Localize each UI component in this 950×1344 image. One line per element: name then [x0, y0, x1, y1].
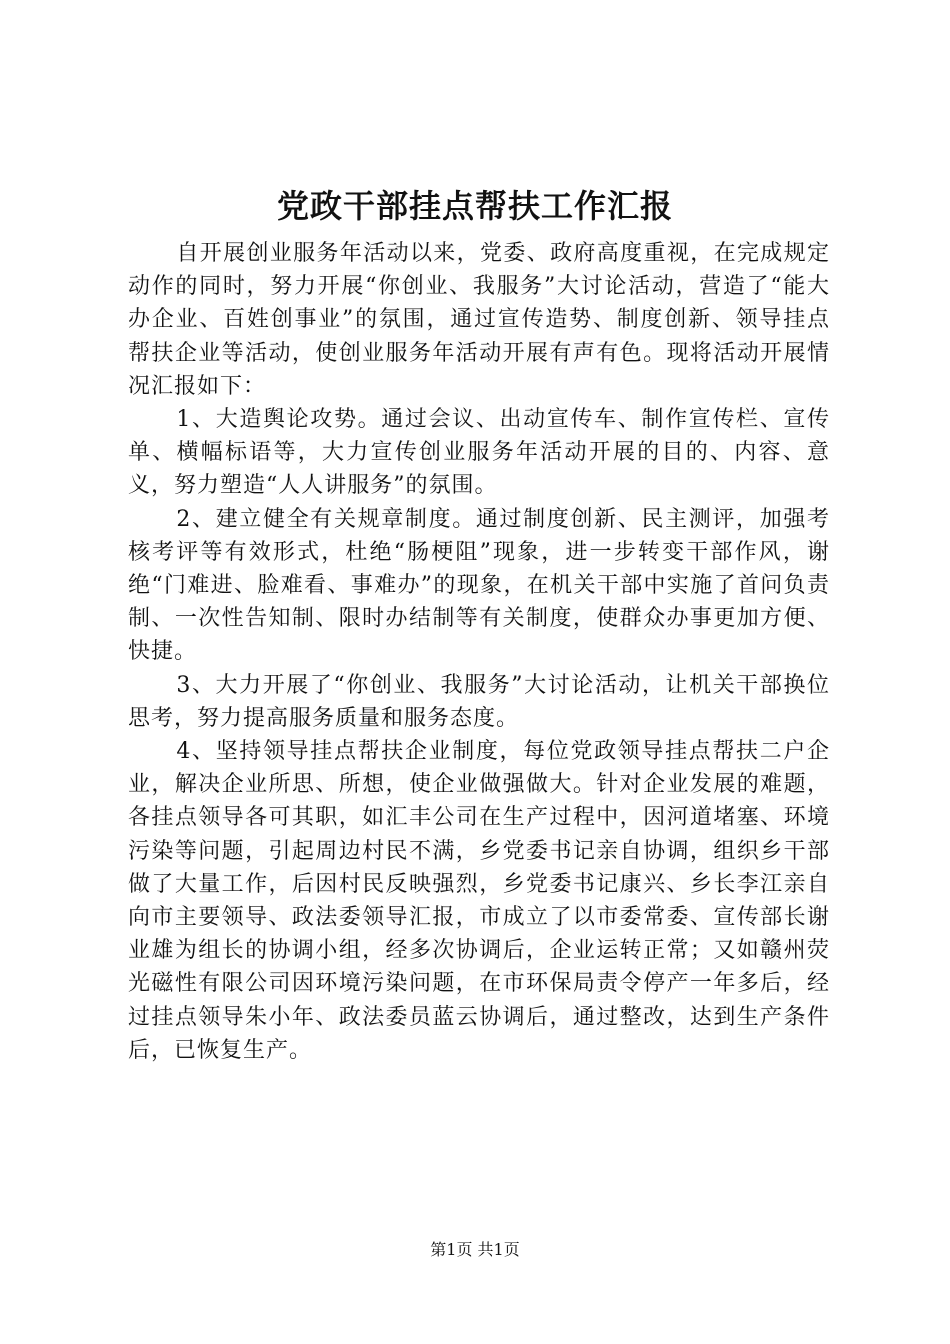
paragraph-item-3: 3、大力开展了“你创业、我服务”大讨论活动，让机关干部换位思考，努力提高服务质量和服务态度。 [128, 672, 830, 731]
paragraph-item-1: 1、大造舆论攻势。通过会议、出动宣传车、制作宣传栏、宣传单、横幅标语等，大力宣传创业服务年活动开展的目的、内容、意义，努力塑造“人人讲服务”的氛围。 [128, 407, 830, 499]
paragraph-item-2: 2、建立健全有关规章制度。通过制度创新、民主测评，加强考核考评等有效形式，杜绝“肠梗阻”现象，进一步转变干部作风，谢绝“门难进、脸难看、事难办”的现象，在机关干部中实施了首问负责制、一次性告知制、限时办结制等有关制度，使群众办事更加方便、快捷。 [128, 506, 830, 665]
document-body [128, 237, 830, 1067]
page-footer: 第1页 共1页 [430, 1240, 520, 1259]
paragraph-item-4: 4、坚持领导挂点帮扶企业制度，每位党政领导挂点帮扶二户企业，解决企业所思、所想，使企业做强做大。针对企业发展的难题，各挂点领导各可其职，如汇丰公司在生产过程中，因河道堵塞、环境污染等问题，引起周边村民不满，乡党委书记亲自协调，组织乡干部做了大量工作，后因村民反映强烈，乡党委书记康兴、乡长李江亲自向市主要领导、政法委领导汇报，市成立了以市委常委、宣传部长谢业雄为组长的协调小组，经多次协调后，企业运转正常；又如赣州荧光磁性有限公司因环境污染问题，在市环保局责令停产一年多后，经过挂点领导朱小年、政法委员蓝云协调后，通过整改，达到生产条件后，已恢复生产。 [128, 739, 830, 1063]
paragraph-intro: 自开展创业服务年活动以来，党委、政府高度重视，在完成规定动作的同时，努力开展“你创业、我服务”大讨论活动，营造了“能大办企业、百姓创事业”的氛围，通过宣传造势、制度创新、领导挂点帮扶企业等活动，使创业服务年活动开展有声有色。现将活动开展情况汇报如下： [128, 241, 830, 399]
document-title: 党政干部挂点帮扶工作汇报 [276, 187, 673, 225]
